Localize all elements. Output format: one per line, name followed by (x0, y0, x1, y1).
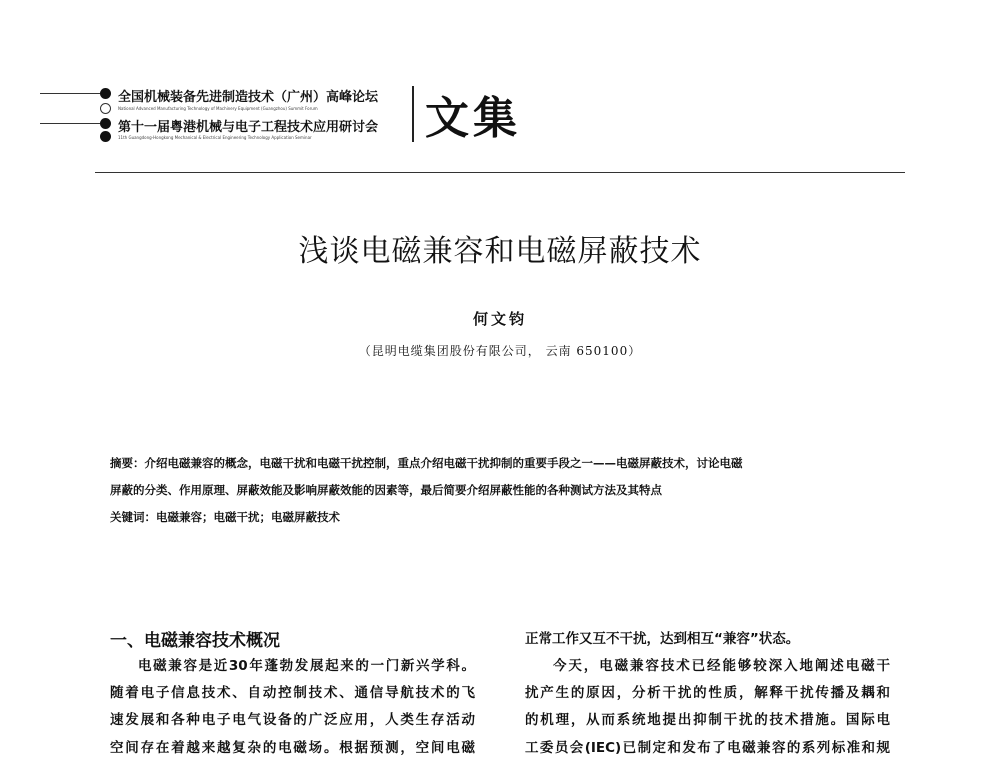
header-decor-line (40, 93, 100, 94)
body-line: 的机理，从而系统地提出抑制干扰的技术措施。国际电 (525, 712, 890, 728)
seminar-name: 第十一届粤港机械与电子工程技术应用研讨会 (118, 120, 379, 135)
header-divider (412, 86, 414, 142)
bullet-icon (100, 103, 111, 114)
collection-logo: 文集 (425, 93, 521, 144)
bullet-icon (100, 88, 111, 99)
body-line: 今天，电磁兼容技术已经能够较深入地阐述电磁干 (553, 658, 890, 674)
header-rule (95, 172, 905, 173)
body-line: 电磁兼容是近30年蓬勃发展起来的一门新兴学科。 (138, 658, 475, 674)
body-line: 空间存在着越来越复杂的电磁场。根据预测，空间电磁 (110, 740, 475, 756)
body-line: 扰产生的原因，分析干扰的性质，解释干扰传播及耦和 (525, 685, 890, 701)
author: 何文钧 (472, 310, 527, 328)
abstract-line: 屏蔽的分类、作用原理、屏蔽效能及影响屏蔽效能的因素等，最后简要介绍屏蔽性能的各种测试方法及其特点 (110, 483, 662, 497)
section-heading: 一、电磁兼容技术概况 (110, 631, 280, 651)
body-line: 速发展和各种电子电气设备的广泛应用，人类生存活动 (110, 712, 475, 728)
abstract-line: 摘要：介绍电磁兼容的概念，电磁干扰和电磁干扰控制，重点介绍电磁干扰抑制的重要手段之一——电磁屏蔽技术，讨论电磁 (110, 456, 743, 470)
keywords: 关键词：电磁兼容；电磁干扰；电磁屏蔽技术 (110, 510, 340, 524)
bullet-icon (100, 118, 111, 129)
header-decor-line (40, 123, 100, 124)
body-line: 随着电子信息技术、自动控制技术、通信导航技术的飞 (110, 685, 475, 701)
forum-name: 全国机械装备先进制造技术（广州）高峰论坛 (118, 90, 379, 105)
affiliation: （昆明电缆集团股份有限公司， 云南 650100） (358, 344, 642, 358)
body-line: 正常工作又互不干扰，达到相互“兼容”状态。 (525, 631, 800, 647)
forum-name-en: National Advanced Manufacturing Technology of Machinery Equipment (Guangzhou) Summit Forum (118, 106, 318, 111)
body-line: 工委员会(IEC)已制定和发布了电磁兼容的系列标准和规 (525, 740, 890, 756)
bullet-icon (100, 131, 111, 142)
article-title: 浅谈电磁兼容和电磁屏蔽技术 (298, 234, 702, 269)
seminar-name-en: 11th Guangdong-Hongkong Mechanical & Electrical Engineering Technology Application Seminar (118, 135, 312, 140)
